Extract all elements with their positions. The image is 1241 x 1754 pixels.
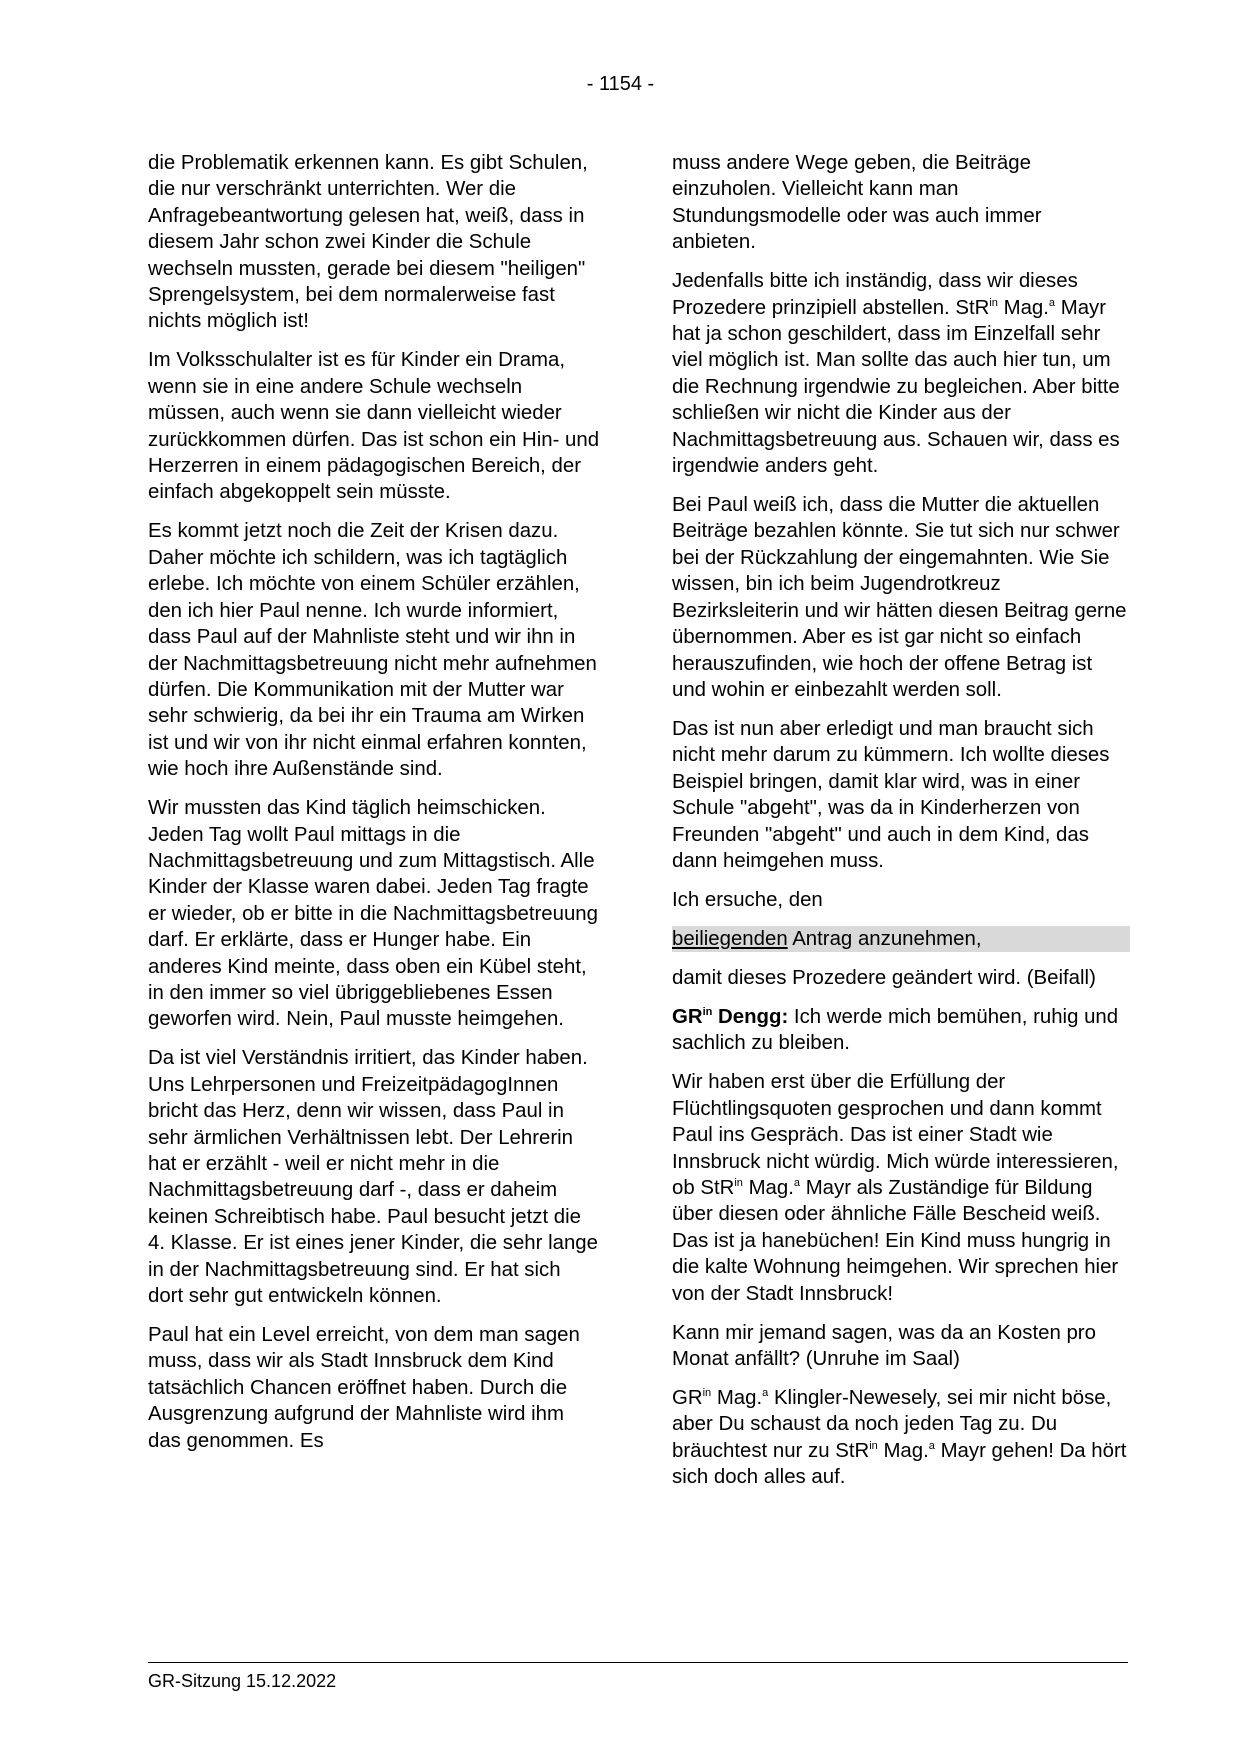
paragraph: Kann mir jemand sagen, was da an Kosten pro Monat anfällt? (Unruhe im Saal) bbox=[672, 1321, 1096, 1370]
paragraph: Ich ersuche, den bbox=[672, 888, 823, 911]
paragraph: Jedenfalls bitte ich inständig, dass wir dieses Prozedere prinzipiell abstellen. StR$^{in}$ Mag.$^a$ Mayr hat ja schon geschildert, dass im Einzelfall sehr viel möglich ist. Man sollte das auch hier tun, um die Rechnung irgendwie zu begleichen. Aber bitte schließen wir nicht die Kinder aus der Nachmittagsbetreuung aus. Schauen wir, dass es irgendwie anders geht. bbox=[672, 270, 1120, 478]
paragraph: Paul hat ein Level erreicht, von dem man sagen muss, dass wir als Stadt Innsbruck dem Kind tatsächlich Chancen eröffnet haben. Durch die Ausgrenzung aufgrund der Mahnliste wird ihm das genommen. Es bbox=[148, 1324, 580, 1452]
paragraph: Da ist viel Verständnis irritiert, das Kinder haben. Uns Lehrpersonen und FreizeitpädagogInnen bricht das Herz, denn wir wissen, dass Paul in sehr ärmlichen Verhältnissen lebt. Der Lehrerin hat er erzählt - weil er nicht mehr in die Nachmittagsbetreuung darf -, dass er daheim keinen Schreibtisch habe. Paul besucht jetzt die 4. Klasse. Er ist eines jener Kinder, die sehr lange in der Nachmittagsbetreuung sind. Er hat sich dort sehr gut entwickeln können. bbox=[148, 1047, 598, 1308]
paragraph: Wir mussten das Kind täglich heimschicken. Jeden Tag wollt Paul mittags in die Nachmittagsbetreuung und zum Mittagstisch. Alle Kinder der Klasse waren dabei. Jeden Tag fragte er wieder, ob er bitte in die Nachmittagsbetreuung darf. Er erklärte, dass er Hunger habe. Ein anderes Kind meinte, dass oben ein Kübel steht, in den immer so viel übriggebliebenes Essen geworfen wird. Nein, Paul musste heimgehen. bbox=[148, 797, 598, 1031]
highlighted-motion-line: beiliegenden Antrag anzunehmen, bbox=[672, 926, 1130, 952]
paragraph: die Problematik erkennen kann. Es gibt Schulen, die nur verschränkt unterrichten. Wer die Anfragebeantwortung gelesen hat, weiß, dass in diesem Jahr schon zwei Kinder die Schule wechseln mussten, gerade bei diesem "heiligen" Sprengelsystem, bei dem normalerweise fast nichts möglich ist! bbox=[148, 152, 588, 333]
paragraph: Bei Paul weiß ich, dass die Mutter die aktuellen Beiträge bezahlen könnte. Sie tut sich nur schwer bei der Rückzahlung der eingemahnten. Wie Sie wissen, bin ich beim Jugendrotkreuz Bezirksleiterin und wir hätten diesen Beitrag gerne übernommen. Aber es ist gar nicht so einfach herauszufinden, wie hoch der offene Betrag ist und wohin er einbezahlt werden soll. bbox=[672, 494, 1127, 701]
speaker-name: $GR^{in}$ Dengg: bbox=[672, 1005, 789, 1028]
footer-session-label: GR-Sitzung 15.12.2022 bbox=[148, 1671, 337, 1691]
page-number: - 1154 - bbox=[586, 73, 655, 95]
speaker-paragraph: $GR^{in}$ Dengg: Ich werde mich bemühen, ruhig und sachlich zu bleiben. bbox=[672, 1005, 1119, 1055]
right-column bbox=[672, 150, 1128, 1503]
footer-divider bbox=[148, 1662, 1128, 1663]
paragraph: Im Volksschulalter ist es für Kinder ein Drama, wenn sie in eine andere Schule wechseln müssen, auch wenn sie dann vielleicht wieder zurückkommen dürfen. Das ist schon ein Hin- und Herzerren in einem pädagogischen Bereich, der einfach abgekoppelt sein müsste. bbox=[148, 349, 600, 504]
paragraph: Wir haben erst über die Erfüllung der Flüchtlingsquoten gesprochen und dann kommt Paul ins Gespräch. Das ist einer Stadt wie Innsbruck nicht würdig. Mich würde interessieren, ob StR$^{in}$ Mag.$^a$ Mayr als Zuständige für Bildung über diesen oder ähnliche Fälle Bescheid weiß. Das ist ja hanebüchen! Ein Kind muss hungrig in die kalte Wohnung heimgehen. Wir sprechen hier von der Stadt Innsbruck! bbox=[672, 1071, 1119, 1305]
paragraph: damit dieses Prozedere geändert wird. (Beifall) bbox=[672, 966, 1096, 989]
attachment-link[interactable]: beiliegenden bbox=[672, 927, 788, 950]
paragraph: Das ist nun aber erledigt und man braucht sich nicht mehr darum zu kümmern. Ich wollte dieses Beispiel bringen, damit klar wird, was in einer Schule "abgeht", was da in Kinderherzen von Freunden "abgeht" und auch in dem Kind, das dann heimgehen muss. bbox=[672, 717, 1110, 872]
paragraph: muss andere Wege geben, die Beiträge einzuholen. Vielleicht kann man Stundungsmodelle oder was auch immer anbieten. bbox=[672, 152, 1042, 254]
paragraph: $GR^{in}$ Mag.$^a$ Klingler-Newesely, sei mir nicht böse, aber Du schaust da noch jeden Tag zu. Du bräuchtest nur zu StR$^{in}$ Mag.$^a$ Mayr gehen! Da hört sich doch alles auf. bbox=[672, 1387, 1127, 1489]
paragraph: Es kommt jetzt noch die Zeit der Krisen dazu. Daher möchte ich schildern, was ich tagtäglich erlebe. Ich möchte von einem Schüler erzählen, den ich hier Paul nenne. Ich wurde informiert, dass Paul auf der Mahnliste steht und wir ihn in der Nachmittagsbetreuung nicht mehr aufnehmen dürfen. Die Kommunikation mit der Mutter war sehr schwierig, da bei ihr ein Trauma am Wirken ist und wir von ihr nicht einmal erfahren konnten, wie hoch ihre Außenstände sind. bbox=[148, 520, 597, 781]
left-column bbox=[148, 150, 601, 1467]
